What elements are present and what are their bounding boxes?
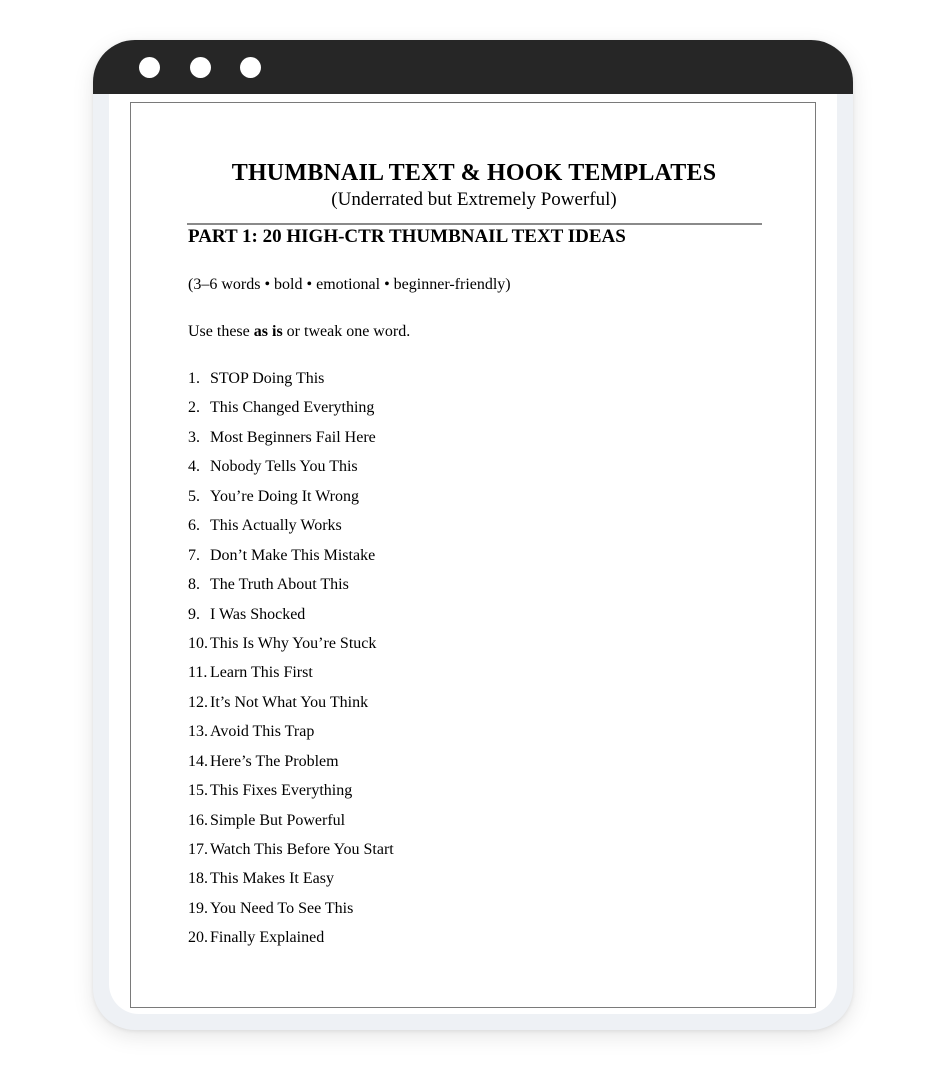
list-item bbox=[188, 840, 394, 869]
item-number: 15. bbox=[188, 782, 208, 800]
item-number: 13. bbox=[188, 723, 208, 741]
item-number: 9. bbox=[188, 605, 200, 623]
item-text: Watch This Before You Start bbox=[210, 841, 394, 858]
list-item bbox=[188, 546, 394, 575]
item-text: It’s Not What You Think bbox=[210, 693, 369, 711]
list-item bbox=[188, 457, 394, 486]
list-item bbox=[188, 752, 394, 781]
item-text: Simple But Powerful bbox=[210, 811, 346, 829]
item-text: You Need To See This bbox=[210, 899, 354, 917]
list-item bbox=[188, 869, 394, 898]
item-text: You’re Doing It Wrong bbox=[210, 487, 359, 505]
part-heading: PART 1: 20 HIGH-CTR THUMBNAIL TEXT IDEAS bbox=[188, 226, 626, 247]
document-subtitle: (Underrated but Extremely Powerful) bbox=[331, 189, 617, 210]
usage-suffix: or tweak one word. bbox=[282, 323, 411, 340]
list-item bbox=[188, 398, 394, 427]
item-text: This Fixes Everything bbox=[210, 782, 353, 800]
usage-emphasis: as is bbox=[253, 323, 283, 340]
list-item bbox=[188, 369, 394, 398]
item-number: 14. bbox=[188, 752, 208, 770]
list-item bbox=[188, 663, 394, 692]
item-text: This Is Why You’re Stuck bbox=[210, 634, 377, 652]
document-page bbox=[130, 102, 816, 1008]
thumbnail-ideas-list bbox=[188, 369, 394, 958]
item-number: 10. bbox=[188, 634, 208, 652]
item-number: 4. bbox=[188, 458, 200, 476]
item-text: STOP Doing This bbox=[210, 370, 325, 387]
list-item bbox=[188, 928, 394, 957]
list-item bbox=[188, 781, 394, 810]
item-number: 8. bbox=[188, 576, 200, 594]
item-text: Avoid This Trap bbox=[210, 723, 315, 741]
item-number: 20. bbox=[188, 929, 208, 947]
format-note: (3–6 words • bold • emotional • beginner-friendly) bbox=[188, 276, 511, 293]
list-item bbox=[188, 487, 394, 516]
usage-prefix: Use these bbox=[188, 323, 254, 340]
list-item bbox=[188, 899, 394, 928]
list-item bbox=[188, 722, 394, 751]
list-item bbox=[188, 516, 394, 545]
item-text: This Makes It Easy bbox=[210, 870, 334, 888]
item-text: The Truth About This bbox=[210, 576, 349, 594]
item-number: 12. bbox=[188, 693, 208, 711]
item-number: 1. bbox=[188, 370, 200, 387]
list-item bbox=[188, 693, 394, 722]
item-text: Don’t Make This Mistake bbox=[210, 546, 376, 564]
usage-instruction bbox=[188, 323, 410, 341]
item-number: 11. bbox=[188, 664, 208, 682]
window-dot-icon[interactable] bbox=[139, 57, 160, 78]
item-text: I Was Shocked bbox=[210, 605, 306, 623]
item-number: 17. bbox=[188, 841, 208, 858]
item-text: This Actually Works bbox=[210, 517, 342, 535]
item-number: 2. bbox=[188, 399, 200, 417]
window-dot-icon[interactable] bbox=[190, 57, 211, 78]
item-number: 19. bbox=[188, 899, 208, 917]
item-number: 5. bbox=[188, 487, 200, 505]
window-dot-icon[interactable] bbox=[240, 57, 261, 78]
item-number: 16. bbox=[188, 811, 208, 829]
item-text: This Changed Everything bbox=[210, 399, 375, 417]
list-item bbox=[188, 605, 394, 634]
window-titlebar bbox=[93, 40, 853, 94]
item-text: Most Beginners Fail Here bbox=[210, 428, 376, 446]
item-text: Nobody Tells You This bbox=[210, 458, 358, 476]
list-item bbox=[188, 634, 394, 663]
item-number: 7. bbox=[188, 546, 200, 564]
list-item bbox=[188, 575, 394, 604]
item-number: 18. bbox=[188, 870, 208, 888]
item-text: Finally Explained bbox=[210, 929, 325, 947]
title-divider bbox=[187, 223, 762, 225]
list-item bbox=[188, 811, 394, 840]
list-item bbox=[188, 428, 394, 457]
item-text: Here’s The Problem bbox=[210, 752, 339, 770]
item-number: 3. bbox=[188, 428, 200, 446]
document-title: THUMBNAIL TEXT & HOOK TEMPLATES bbox=[231, 160, 717, 186]
item-text: Learn This First bbox=[210, 664, 313, 682]
item-number: 6. bbox=[188, 517, 200, 535]
